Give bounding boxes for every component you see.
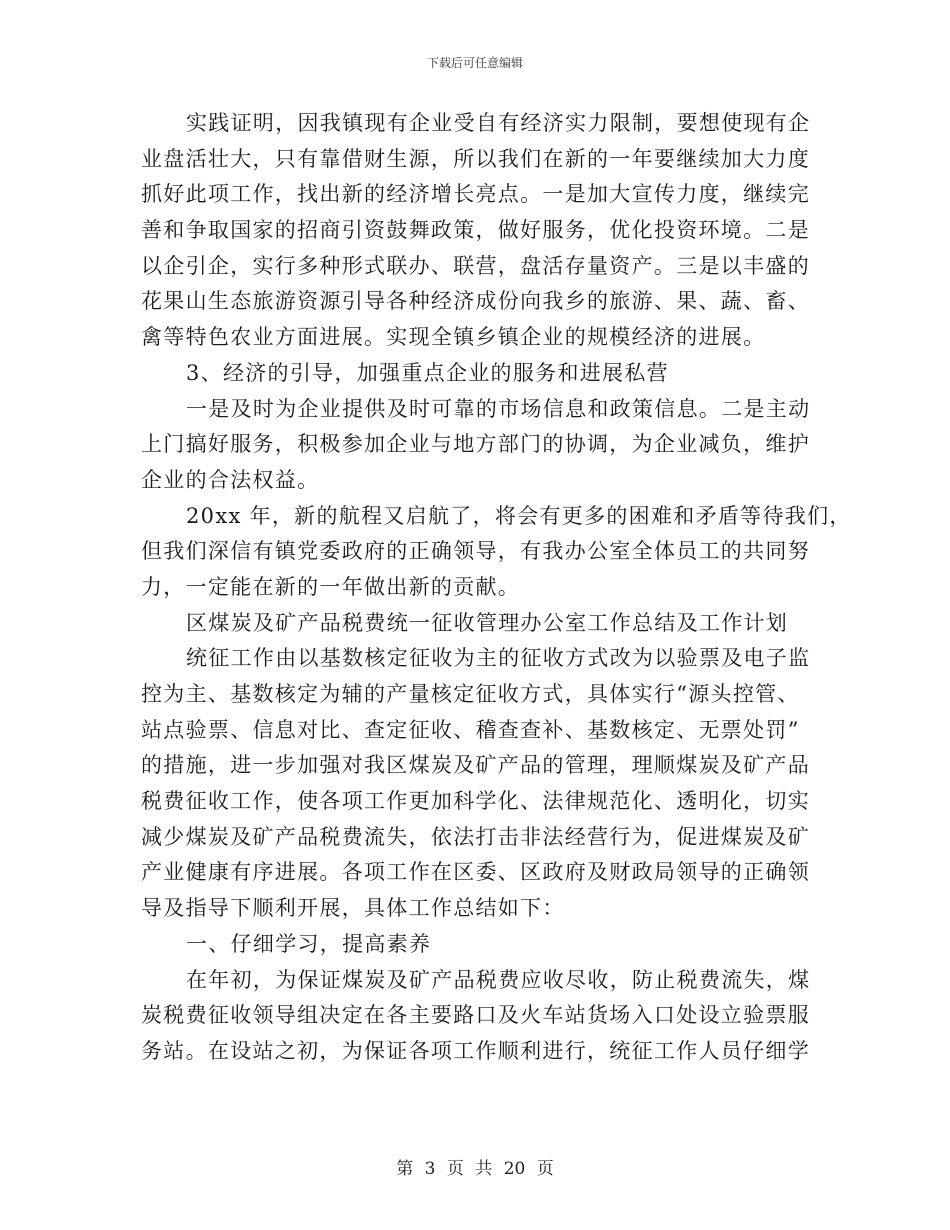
text-line: 区煤炭及矿产品税费统一征收管理办公室工作总结及工作计划 [186,610,789,635]
text-line: 3、经济的引导，加强重点企业的服务和进展私营 [186,360,669,385]
text-line: 减少煤炭及矿产品税费流失，依法打击非法经营行为，促进煤炭及矿 [141,824,810,849]
text-line: 但我们深信有镇党委政府的正确领导，有我办公室全体员工的共同努 [141,539,810,564]
text-line: 在年初，为保证煤炭及矿产品税费应收尽收，防止税费流失，煤 [186,967,811,992]
text-line: 善和争取国家的招商引资鼓舞政策，做好服务，优化投资环境。二是 [141,218,810,243]
text-line: 力，一定能在新的一年做出新的贡献。 [141,574,521,599]
text-line: 20xx 年，新的航程又启航了，将会有更多的困难和矛盾等待我们， [186,503,852,528]
page-footer: 第 3 页 共 20 页 [396,1159,554,1179]
text-line: 抓好此项工作，找出新的经济增长亮点。一是加大宣传力度，继续完 [141,182,810,207]
text-line: 业盘活壮大，只有靠借财生源，所以我们在新的一年要继续加大力度 [141,146,810,171]
text-line: 务站。在设站之初，为保证各项工作顺利进行，统征工作人员仔细学 [141,1038,810,1063]
text-line: 的措施，进一步加强对我区煤炭及矿产品的管理，理顺煤炭及矿产品 [141,753,810,778]
text-line: 统征工作由以基数核定征收为主的征收方式改为以验票及电子监 [186,646,811,671]
text-line: 以企引企，实行多种形式联办、联营，盘活存量资产。三是以丰盛的 [141,253,810,278]
text-line: 上门搞好服务，积极参加企业与地方部门的协调，为企业减负，维护 [141,432,810,457]
text-line: 一、仔细学习，提高素养 [186,931,432,956]
text-line: 企业的合法权益。 [141,467,320,492]
text-line: 税费征收工作，使各项工作更加科学化、法律规范化、透明化，切实 [141,789,810,814]
document-body [141,106,852,1070]
header-note: 下载后可任意编辑 [426,56,523,70]
text-line: 站点验票、信息对比、查定征收、稽查查补、基数核定、无票处罚” [141,717,800,742]
text-line: 花果山生态旅游资源引导各种经济成份向我乡的旅游、果、蔬、畜、 [141,289,810,314]
text-line: 产业健康有序进展。各项工作在区委、区政府及财政局领导的正确领 [141,860,810,885]
text-line: 导及指导下顺利开展，具体工作总结如下： [141,896,565,921]
text-line: 实践证明，因我镇现有企业受自有经济实力限制，要想使现有企 [186,111,811,135]
text-line: 炭税费征收领导组决定在各主要路口及火车站货场入口处设立验票服 [141,1003,810,1028]
text-line: 控为主、基数核定为辅的产量核定征收方式，具体实行“源头控管、 [141,682,800,706]
text-line: 一是及时为企业提供及时可靠的市场信息和政策信息。二是主动 [186,396,811,421]
text-line: 禽等特色农业方面进展。实现全镇乡镇企业的规模经济的进展。 [141,325,766,350]
